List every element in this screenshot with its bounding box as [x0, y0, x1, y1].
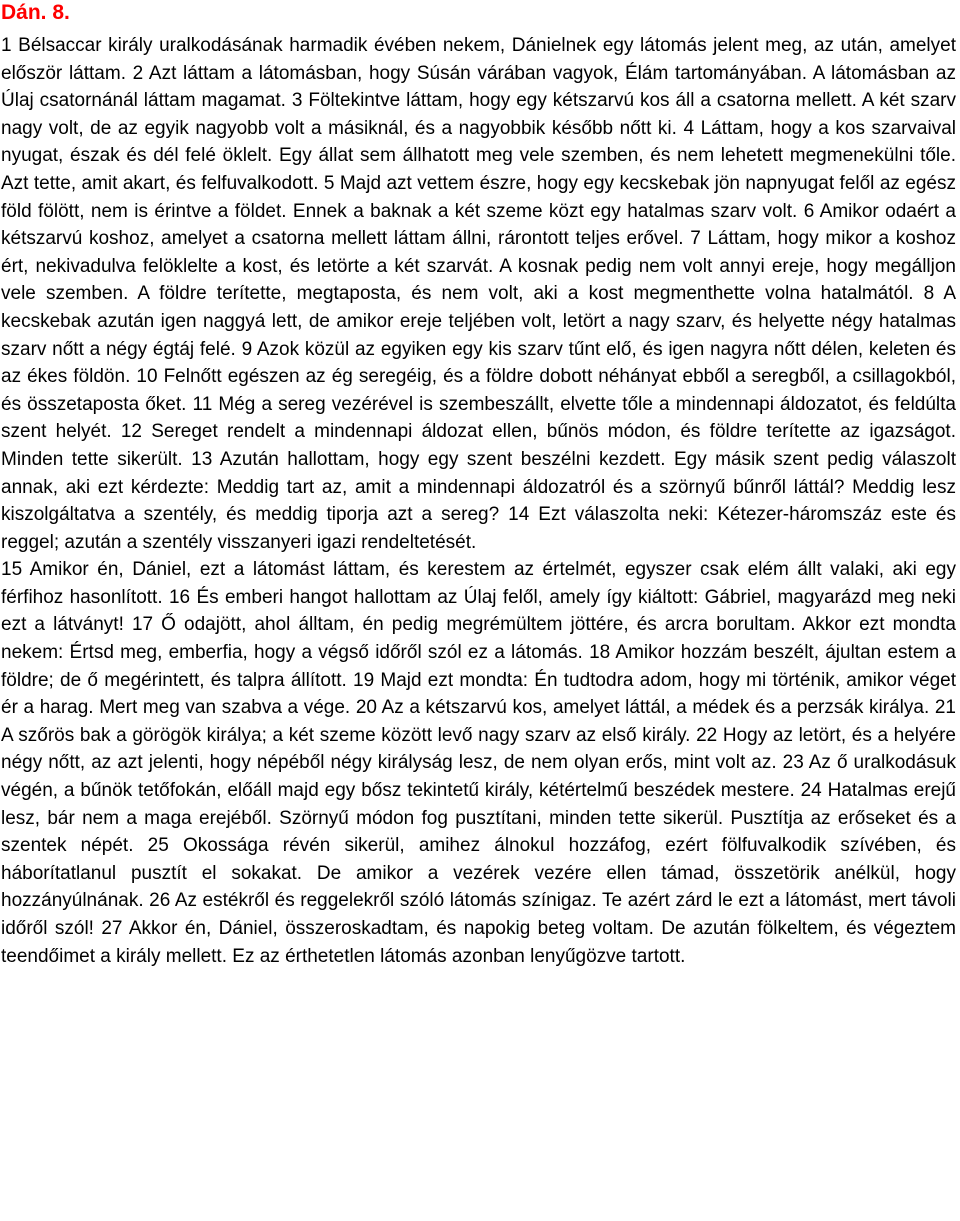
chapter-title: Dán. 8.	[1, 1, 70, 24]
paragraph-verses-15-27: 15 Amikor én, Dániel, ezt a látomást láttam, és kerestem az értelmét, egyszer csak elém állt valaki, aki egy férfihoz hasonlított. 16 És emberi hangot hallottam az Úlaj felől, amely így kiáltott: Gábriel, magyarázd meg neki ezt a látványt! 17 Ő odajött, ahol álltam, én pedig megrémültem jöttére, és arcra borultam. Akkor ezt mondta nekem: Értsd meg, emberfia, hogy a végső időről szól ez a látomás. 18 Amikor hozzám beszélt, ájultan estem a földre; de ő megérintett, és talpra állított. 19 Majd ezt mondta: Én tudtodra adom, hogy mi történik, amikor véget ér a harag. Mert meg van szabva a vége. 20 Az a kétszarvú kos, amelyet láttál, a médek és a perzsák királya. 21 A szőrös bak a görögök királya; a két szeme között levő nagy szarv az első király. 22 Hogy az letört, és a helyére négy nőtt, az azt jelenti, hogy népéből négy királyság lesz, de nem olyan erős, mint volt az. 23 Az ő uralkodásuk végén, a bűnök tetőfokán, előáll majd egy bősz tekintetű király, kétértelmű beszédek mestere. 24 Hatalmas erejű lesz, bár nem a maga erejéből. Szörnyű módon fog pusztítani, minden tette sikerül. Pusztítja az erőseket és a szentek népét. 25 Okossága révén sikerül, amihez álnokul hozzáfog, ezért fölfuvalkodik szívében, és háborítatlanul pusztít el sokakat. De amikor a vezérek vezére ellen támad, összetörik anélkül, hogy hozzányúlnának. 26 Az estékről és reggelekről szóló látomás színigaz. Te azért zárd le ezt a látomást, mert távoli időről szól! 27 Akkor én, Dániel, összeroskadtam, és napokig beteg voltam. De azután fölkeltem, és végeztem teendőimet a király mellett. Ez az érthetetlen látomás azonban lenyűgözve tartott.	[1, 559, 956, 967]
paragraph-verses-1-14: 1 Bélsaccar király uralkodásának harmadik évében nekem, Dánielnek egy látomás jelent meg, az után, amelyet először láttam. 2 Azt láttam a látomásban, hogy Súsán várában vagyok, Élám tartományában. A látomásban az Úlaj csatornánál láttam magamat. 3 Föltekintve láttam, hogy egy kétszarvú kos áll a csatorna mellett. A két szarv nagy volt, de az egyik nagyobb volt a másiknál, és a nagyobbik később nőtt ki. 4 Láttam, hogy a kos szarvaival nyugat, észak és dél felé öklelt. Egy állat sem állhatott meg vele szemben, és nem lehetett megmenekülni tőle. Azt tette, amit akart, és felfuvalkodott. 5 Majd azt vettem észre, hogy egy kecskebak jön napnyugat felől az egész föld fölött, nem is érintve a földet. Ennek a baknak a két szeme közt egy hatalmas szarv volt. 6 Amikor odaért a kétszarvú koshoz, amelyet a csatorna mellett láttam állni, rárontott teljes erővel. 7 Láttam, hogy mikor a koshoz ért, nekivadulva felöklelte a kost, és letörte a két szarvát. A kosnak pedig nem volt annyi ereje, hogy megálljon vele szemben. A földre terítette, megtaposta, és nem volt, aki a kost megmenthette volna hatalmától. 8 A kecskebak azután igen naggyá lett, de amikor ereje teljében volt, letört a nagy szarv, és helyette négy hatalmas szarv nőtt a négy égtáj felé. 9 Azok közül az egyiken egy kis szarv tűnt elő, és igen nagyra nőtt délen, keleten és az ékes földön. 10 Felnőtt egészen az ég seregéig, és a földre dobott néhányat ebből a seregből, a csillagokból, és összetaposta őket. 11 Még a sereg vezérével is szembeszállt, elvette tőle a mindennapi áldozatot, és feldúlta szent helyét. 12 Sereget rendelt a mindennapi áldozat ellen, bűnös módon, és földre terítette az igazságot. Minden tette sikerült. 13 Azután hallottam, hogy egy szent beszélni kezdett. Egy másik szent pedig válaszolt annak, aki ezt kérdezte: Meddig tart az, amit a mindennapi áldozatról és a szörnyű bűnről láttál? Meddig lesz kiszolgáltatva a szentély, és meddig tiporja azt a sereg? 14 Ezt válaszolta neki: Kétezer-háromszáz este és reggel; azután a szentély visszanyeri igazi rendeltetését.	[1, 35, 956, 553]
